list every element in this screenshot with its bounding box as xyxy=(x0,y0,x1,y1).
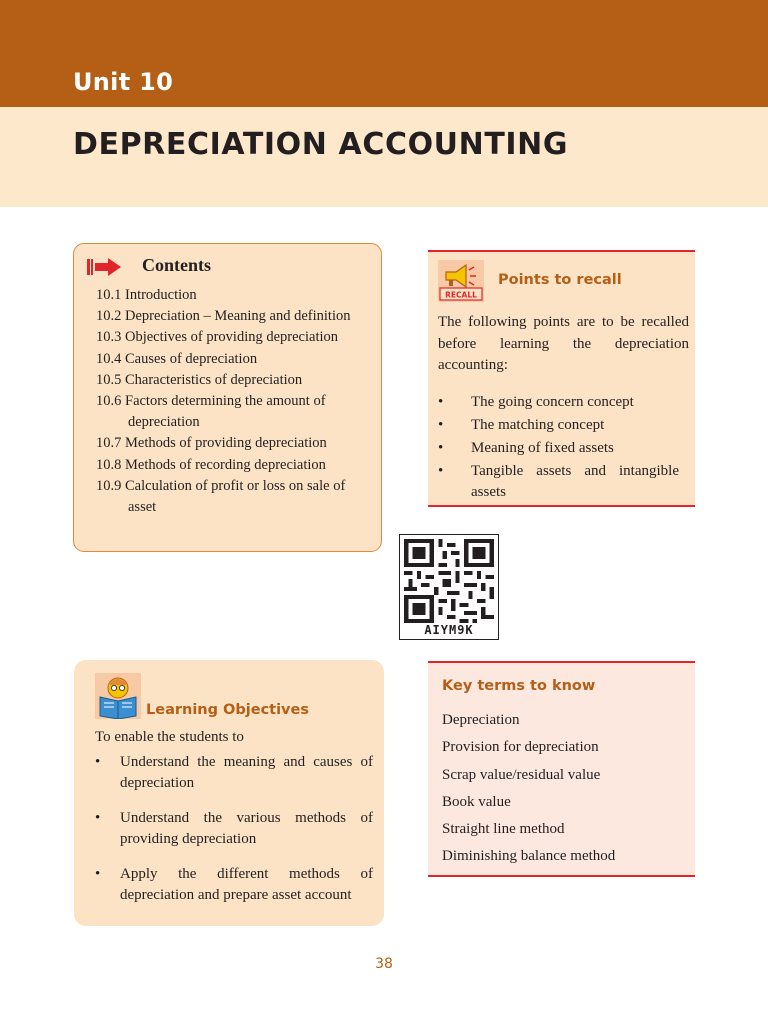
contents-item[interactable]: 10.7 Methods of providing depreciation xyxy=(96,435,327,452)
key-terms-box xyxy=(428,661,695,877)
recall-badge-text: RECALL xyxy=(445,290,477,300)
list-item: • The matching concept xyxy=(438,415,679,436)
key-terms-list xyxy=(442,707,615,871)
contents-list xyxy=(96,285,376,518)
learning-objectives-title: Learning Objectives xyxy=(146,702,309,718)
contents-item[interactable]: 10.5 Characteristics of depreciation xyxy=(96,371,303,388)
list-item: • Tangible assets and intangible assets xyxy=(438,461,679,503)
learning-objectives-box xyxy=(74,660,384,926)
list-item: Depreciation xyxy=(442,712,520,728)
contents-title: Contents xyxy=(142,255,212,275)
contents-item[interactable]: 10.2 Depreciation – Meaning and definition xyxy=(96,308,351,325)
list-item: Straight line method xyxy=(442,821,565,838)
list-item: • The going concern concept xyxy=(438,392,679,413)
list-item: • Meaning of fixed assets xyxy=(438,438,679,459)
list-item: • Understand the meaning and causes of depreciation xyxy=(95,752,373,794)
contents-item[interactable]: 10.1 Introduction xyxy=(96,287,197,303)
learning-objectives-list xyxy=(95,752,373,920)
qr-code-box[interactable] xyxy=(399,534,499,640)
contents-box xyxy=(73,243,382,552)
list-item: • Apply the different methods of depreciation and prepare asset account xyxy=(95,864,373,906)
megaphone-icon xyxy=(438,260,484,302)
list-item: Book value xyxy=(442,793,511,810)
points-to-recall-box xyxy=(428,250,695,507)
qr-code-icon[interactable] xyxy=(404,539,494,623)
contents-item[interactable]: 10.8 Methods of recording depreciation xyxy=(96,456,326,473)
recall-list xyxy=(438,392,679,505)
list-item: Provision for depreciation xyxy=(442,739,599,756)
page-number: 38 xyxy=(375,956,393,972)
arrow-right-icon xyxy=(86,257,122,277)
list-item: • Understand the various methods of providing depreciation xyxy=(95,808,373,850)
reading-student-icon xyxy=(95,673,141,719)
recall-intro: The following points are to be recalled before learning the depreciation accounting: xyxy=(438,314,689,373)
recall-title: Points to recall xyxy=(498,272,622,288)
unit-label: Unit 10 xyxy=(73,68,174,96)
contents-item[interactable]: 10.4 Causes of depreciation xyxy=(96,350,258,367)
list-item: Scrap value/residual value xyxy=(442,766,601,783)
page-title: DEPRECIATION ACCOUNTING xyxy=(73,127,569,162)
learning-objectives-intro: To enable the students to xyxy=(95,729,244,745)
key-terms-title: Key terms to know xyxy=(442,678,596,694)
contents-item[interactable]: 10.9 Calculation of profit or loss on sale of asset xyxy=(96,477,346,516)
contents-item[interactable]: 10.3 Objectives of providing depreciation xyxy=(96,329,339,346)
contents-item[interactable]: 10.6 Factors determining the amount of depreciation xyxy=(96,393,326,431)
list-item: Diminishing balance method xyxy=(442,848,616,865)
qr-code-label: AIYM9K xyxy=(424,623,474,637)
